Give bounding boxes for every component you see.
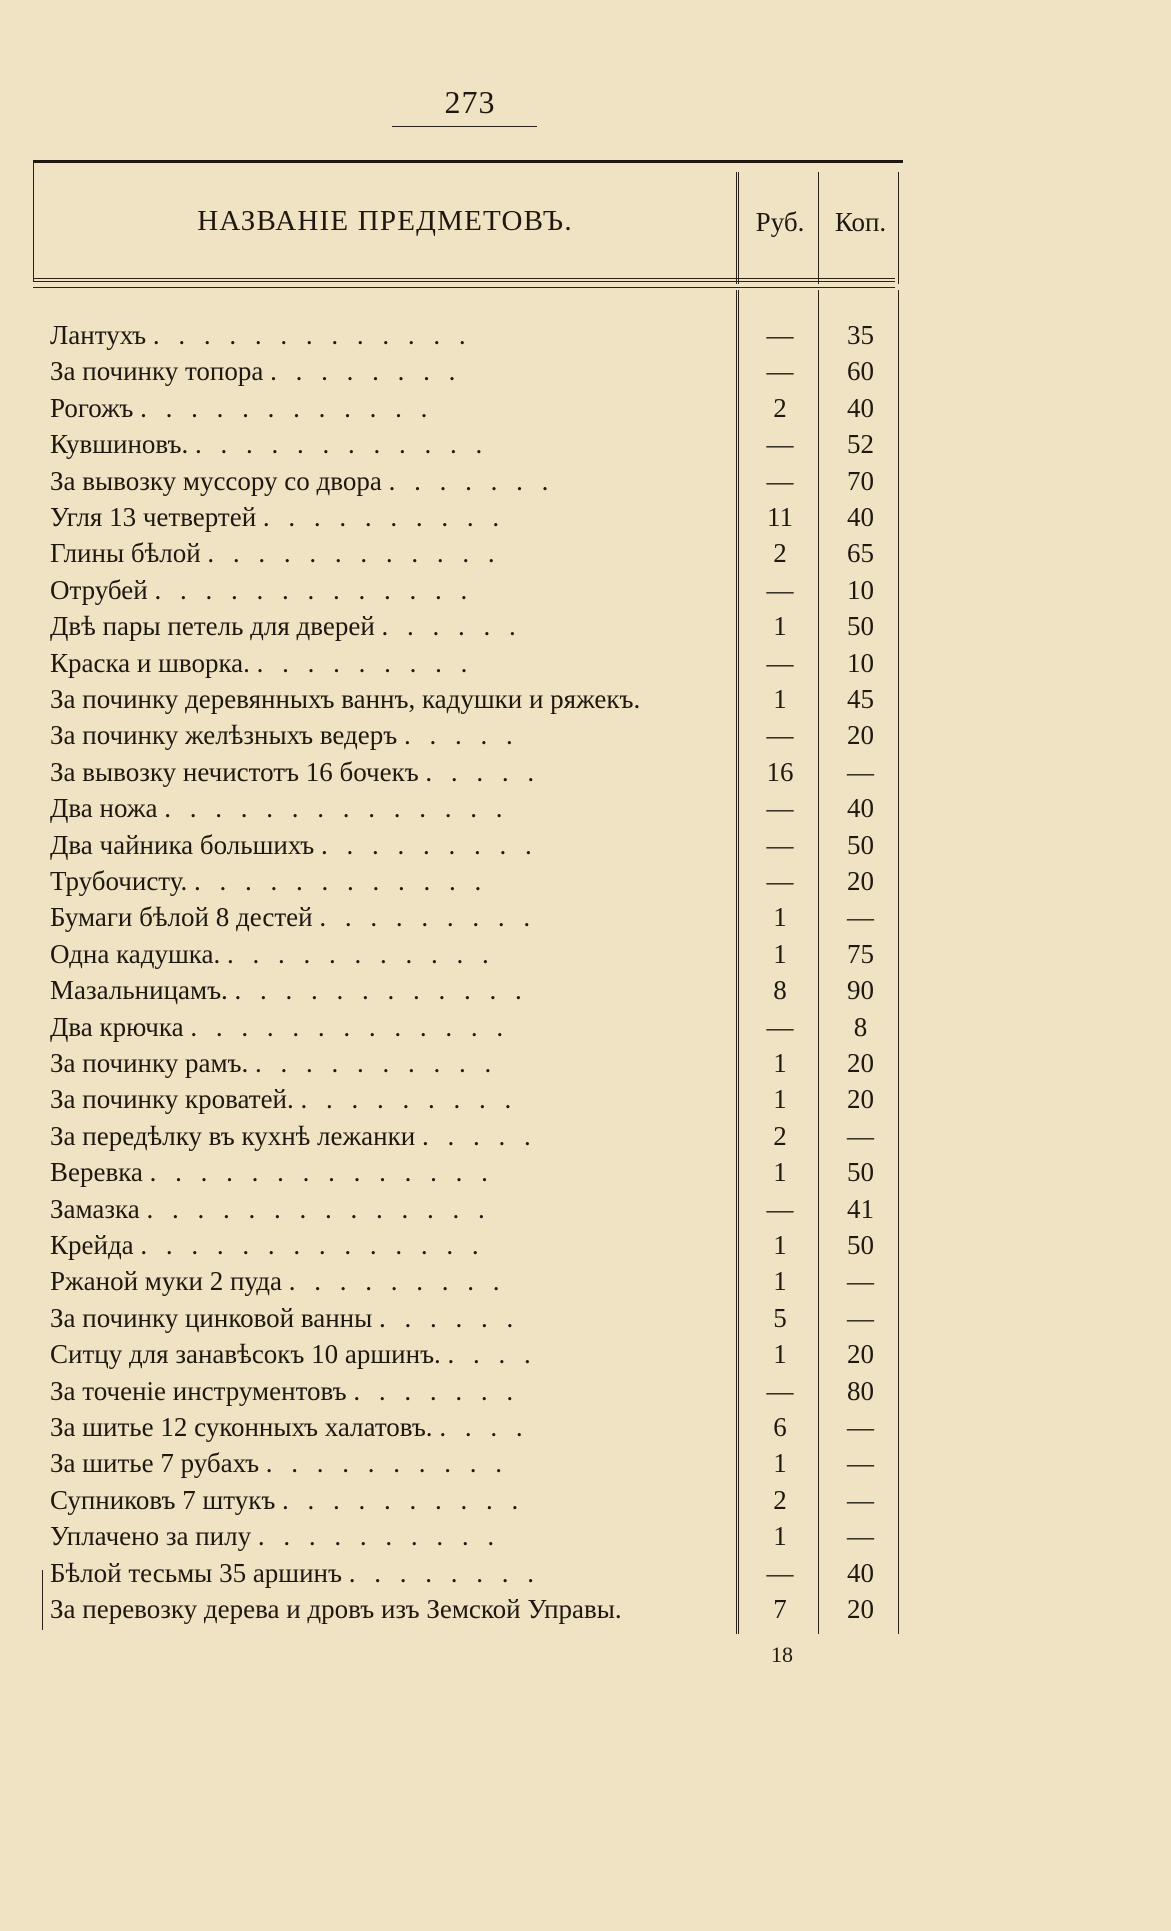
item-rub: 2	[773, 1484, 787, 1515]
item-rub: 1	[773, 1448, 787, 1479]
item-name: За шитье 7 рубахъ . . . . . . . . . .	[50, 1448, 509, 1479]
item-name: Одна кадушка. . . . . . . . . . . .	[50, 938, 495, 969]
table-row	[0, 754, 1171, 790]
column-header-kop: Коп.	[834, 207, 887, 237]
item-rub: 16	[766, 756, 794, 787]
item-kop: 10	[847, 647, 874, 678]
item-name: Рогожъ . . . . . . . . . . . .	[50, 392, 434, 423]
item-kop: 52	[847, 429, 874, 460]
item-name: За починку желѣзныхъ ведеръ . . . . .	[50, 720, 519, 751]
item-rub: —	[766, 1375, 794, 1406]
item-rub: —	[766, 720, 794, 751]
item-kop: 40	[847, 392, 874, 423]
item-kop: 20	[847, 1048, 874, 1078]
item-name: За починку топора . . . . . . . .	[50, 356, 462, 387]
item-kop: 40	[847, 502, 874, 532]
header-double-rule	[33, 278, 895, 282]
table-left-border	[33, 162, 34, 282]
column-header-rub: Руб.	[755, 207, 805, 237]
item-name: Уплачено за пилу . . . . . . . . . .	[50, 1521, 501, 1552]
item-name: Краска и шворка. . . . . . . . . .	[50, 647, 474, 678]
item-kop: 50	[847, 829, 874, 860]
item-kop: 10	[847, 574, 874, 605]
table-row	[0, 353, 1171, 389]
item-rub: —	[766, 1557, 794, 1588]
item-name: За починку деревянныхъ ваннъ, кадушки и ряжекъ.	[50, 684, 641, 714]
table-row	[0, 1300, 1171, 1336]
item-kop: 70	[847, 465, 874, 496]
item-rub: 2	[773, 1120, 787, 1151]
item-kop: 75	[847, 938, 874, 969]
item-name: Два чайника большихъ . . . . . . . . .	[50, 829, 538, 860]
item-kop: —	[847, 1302, 874, 1333]
item-kop: 35	[847, 320, 874, 350]
item-rub: —	[766, 793, 794, 824]
header-rule	[33, 287, 895, 288]
table-row	[0, 1445, 1171, 1481]
item-kop: —	[847, 1120, 874, 1151]
item-rub: —	[766, 429, 794, 460]
item-name: За починку цинковой ванны . . . . . .	[50, 1302, 520, 1333]
column-header-items: НАЗВАНІЕ ПРЕДМЕТОВЪ.	[197, 205, 573, 237]
item-rub: 8	[773, 975, 787, 1006]
item-kop: —	[847, 1412, 874, 1442]
item-name: За вывозку муссору со двора . . . . . . .	[50, 465, 555, 496]
table-row	[0, 1118, 1171, 1154]
table-row	[0, 1591, 1171, 1627]
item-kop: 20	[847, 1339, 874, 1370]
item-kop: 20	[847, 720, 874, 751]
rub-column-separator-header	[736, 172, 739, 284]
item-rub: —	[766, 866, 794, 896]
table-row	[0, 463, 1171, 499]
item-name: За починку кроватей. . . . . . . . . .	[50, 1084, 518, 1115]
table-top-rule	[33, 160, 903, 163]
item-rub: 1	[773, 611, 787, 642]
item-name: Лантухъ . . . . . . . . . . . . .	[50, 320, 472, 350]
item-rub: 11	[767, 502, 793, 532]
table-row	[0, 972, 1171, 1008]
item-name: За вывозку нечистотъ 16 бочекъ . . . . .	[50, 756, 541, 787]
item-kop: 40	[847, 793, 874, 824]
table-row	[0, 1373, 1171, 1409]
item-name: Два крючка . . . . . . . . . . . . .	[50, 1011, 510, 1042]
item-rub: 1	[773, 1048, 787, 1078]
table-row	[0, 1518, 1171, 1554]
item-rub: 1	[773, 1230, 787, 1260]
item-rub: —	[766, 829, 794, 860]
table-row	[0, 790, 1171, 826]
item-name: За перевозку дерева и дровъ изъ Земской Управы.	[50, 1594, 622, 1624]
item-rub: —	[766, 465, 794, 496]
item-name: Двѣ пары петель для дверей . . . . . .	[50, 611, 522, 642]
page-number-rule	[392, 126, 537, 127]
item-rub: 2	[773, 392, 787, 423]
item-kop: 60	[847, 356, 874, 387]
table-row	[0, 1191, 1171, 1227]
table-row	[0, 426, 1171, 462]
table-row	[0, 1336, 1171, 1372]
item-kop: —	[847, 1521, 874, 1552]
table-row	[0, 899, 1171, 935]
item-kop: 65	[847, 538, 874, 569]
table-row	[0, 572, 1171, 608]
item-name: За починку рамъ. . . . . . . . . . .	[50, 1048, 498, 1078]
item-kop: —	[847, 902, 874, 933]
item-rub: —	[766, 647, 794, 678]
table-row	[0, 1154, 1171, 1190]
item-rub: —	[766, 574, 794, 605]
item-kop: 45	[847, 684, 874, 714]
item-name: Ситцу для занавѣсокъ 10 аршинъ. . . . .	[50, 1339, 537, 1370]
item-rub: 1	[773, 1157, 787, 1188]
item-kop: —	[847, 1484, 874, 1515]
item-name: Отрубей . . . . . . . . . . . . .	[50, 574, 474, 605]
item-rub: 1	[773, 684, 787, 714]
table-row	[0, 645, 1171, 681]
item-name: За передѣлку въ кухнѣ лежанки . . . . .	[50, 1120, 537, 1151]
item-name: За шитье 12 суконныхъ халатовъ. . . . .	[50, 1412, 529, 1442]
table-row	[0, 717, 1171, 753]
item-rub: 1	[773, 1521, 787, 1552]
item-kop: 90	[847, 975, 874, 1006]
item-name: За точеніе инструментовъ . . . . . . .	[50, 1375, 520, 1406]
item-kop: 40	[847, 1557, 874, 1588]
item-rub: 1	[773, 902, 787, 933]
page-number: 273	[444, 84, 496, 120]
item-name: Два ножа . . . . . . . . . . . . . .	[50, 793, 509, 824]
table-row	[0, 1045, 1171, 1081]
table-row	[0, 1009, 1171, 1045]
signature-mark: 18	[771, 1642, 793, 1667]
item-name: Бѣлой тесьмы 35 аршинъ . . . . . . . .	[50, 1557, 540, 1588]
table-row	[0, 1409, 1171, 1445]
item-rub: 1	[773, 1339, 787, 1370]
table-row	[0, 827, 1171, 863]
table-row	[0, 863, 1171, 899]
table-row	[0, 1081, 1171, 1117]
table-row	[0, 390, 1171, 426]
item-rub: 5	[773, 1302, 787, 1333]
item-kop: 41	[847, 1193, 874, 1224]
item-kop: 50	[847, 1230, 874, 1260]
item-rub: 1	[773, 1084, 787, 1115]
item-kop: 50	[847, 611, 874, 642]
item-name: Замазка . . . . . . . . . . . . . .	[50, 1193, 491, 1224]
item-rub: —	[766, 1193, 794, 1224]
item-rub: —	[766, 356, 794, 387]
item-name: Крейда . . . . . . . . . . . . . .	[50, 1230, 485, 1260]
item-kop: —	[847, 756, 874, 787]
item-rub: —	[766, 320, 794, 350]
table-row	[0, 608, 1171, 644]
table-row	[0, 499, 1171, 535]
item-kop: 20	[847, 866, 874, 896]
item-rub: —	[766, 1011, 794, 1042]
item-name: Мазальницамъ. . . . . . . . . . . . .	[50, 975, 528, 1006]
table-row	[0, 535, 1171, 571]
item-kop: 20	[847, 1084, 874, 1115]
table-row	[0, 1482, 1171, 1518]
item-name: Супниковъ 7 штукъ . . . . . . . . . .	[50, 1484, 525, 1515]
item-name: Кувшиновъ. . . . . . . . . . . . .	[50, 429, 489, 460]
item-rub: 1	[773, 1266, 787, 1297]
item-kop: —	[847, 1266, 874, 1297]
table-row	[0, 681, 1171, 717]
item-rub: 6	[773, 1412, 787, 1442]
item-name: Угля 13 четвертей . . . . . . . . . .	[50, 502, 506, 532]
item-rub: 2	[773, 538, 787, 569]
item-name: Ржаной муки 2 пуда . . . . . . . . .	[50, 1266, 506, 1297]
item-kop: 8	[853, 1011, 868, 1042]
table-row	[0, 1263, 1171, 1299]
item-kop: 80	[847, 1375, 874, 1406]
item-kop: 50	[847, 1157, 874, 1188]
table-row	[0, 1555, 1171, 1591]
item-rub: 7	[773, 1594, 787, 1624]
table-row	[0, 1227, 1171, 1263]
item-name: Веревка . . . . . . . . . . . . . .	[50, 1157, 494, 1188]
table-row	[0, 936, 1171, 972]
item-rub: 1	[773, 938, 787, 969]
table-row	[0, 317, 1171, 353]
item-name: Трубочисту. . . . . . . . . . . . .	[50, 866, 488, 896]
item-kop: —	[847, 1448, 874, 1479]
item-name: Глины бѣлой . . . . . . . . . . . .	[50, 538, 501, 569]
item-name: Бумаги бѣлой 8 дестей . . . . . . . . .	[50, 902, 537, 933]
item-kop: 20	[847, 1594, 874, 1624]
